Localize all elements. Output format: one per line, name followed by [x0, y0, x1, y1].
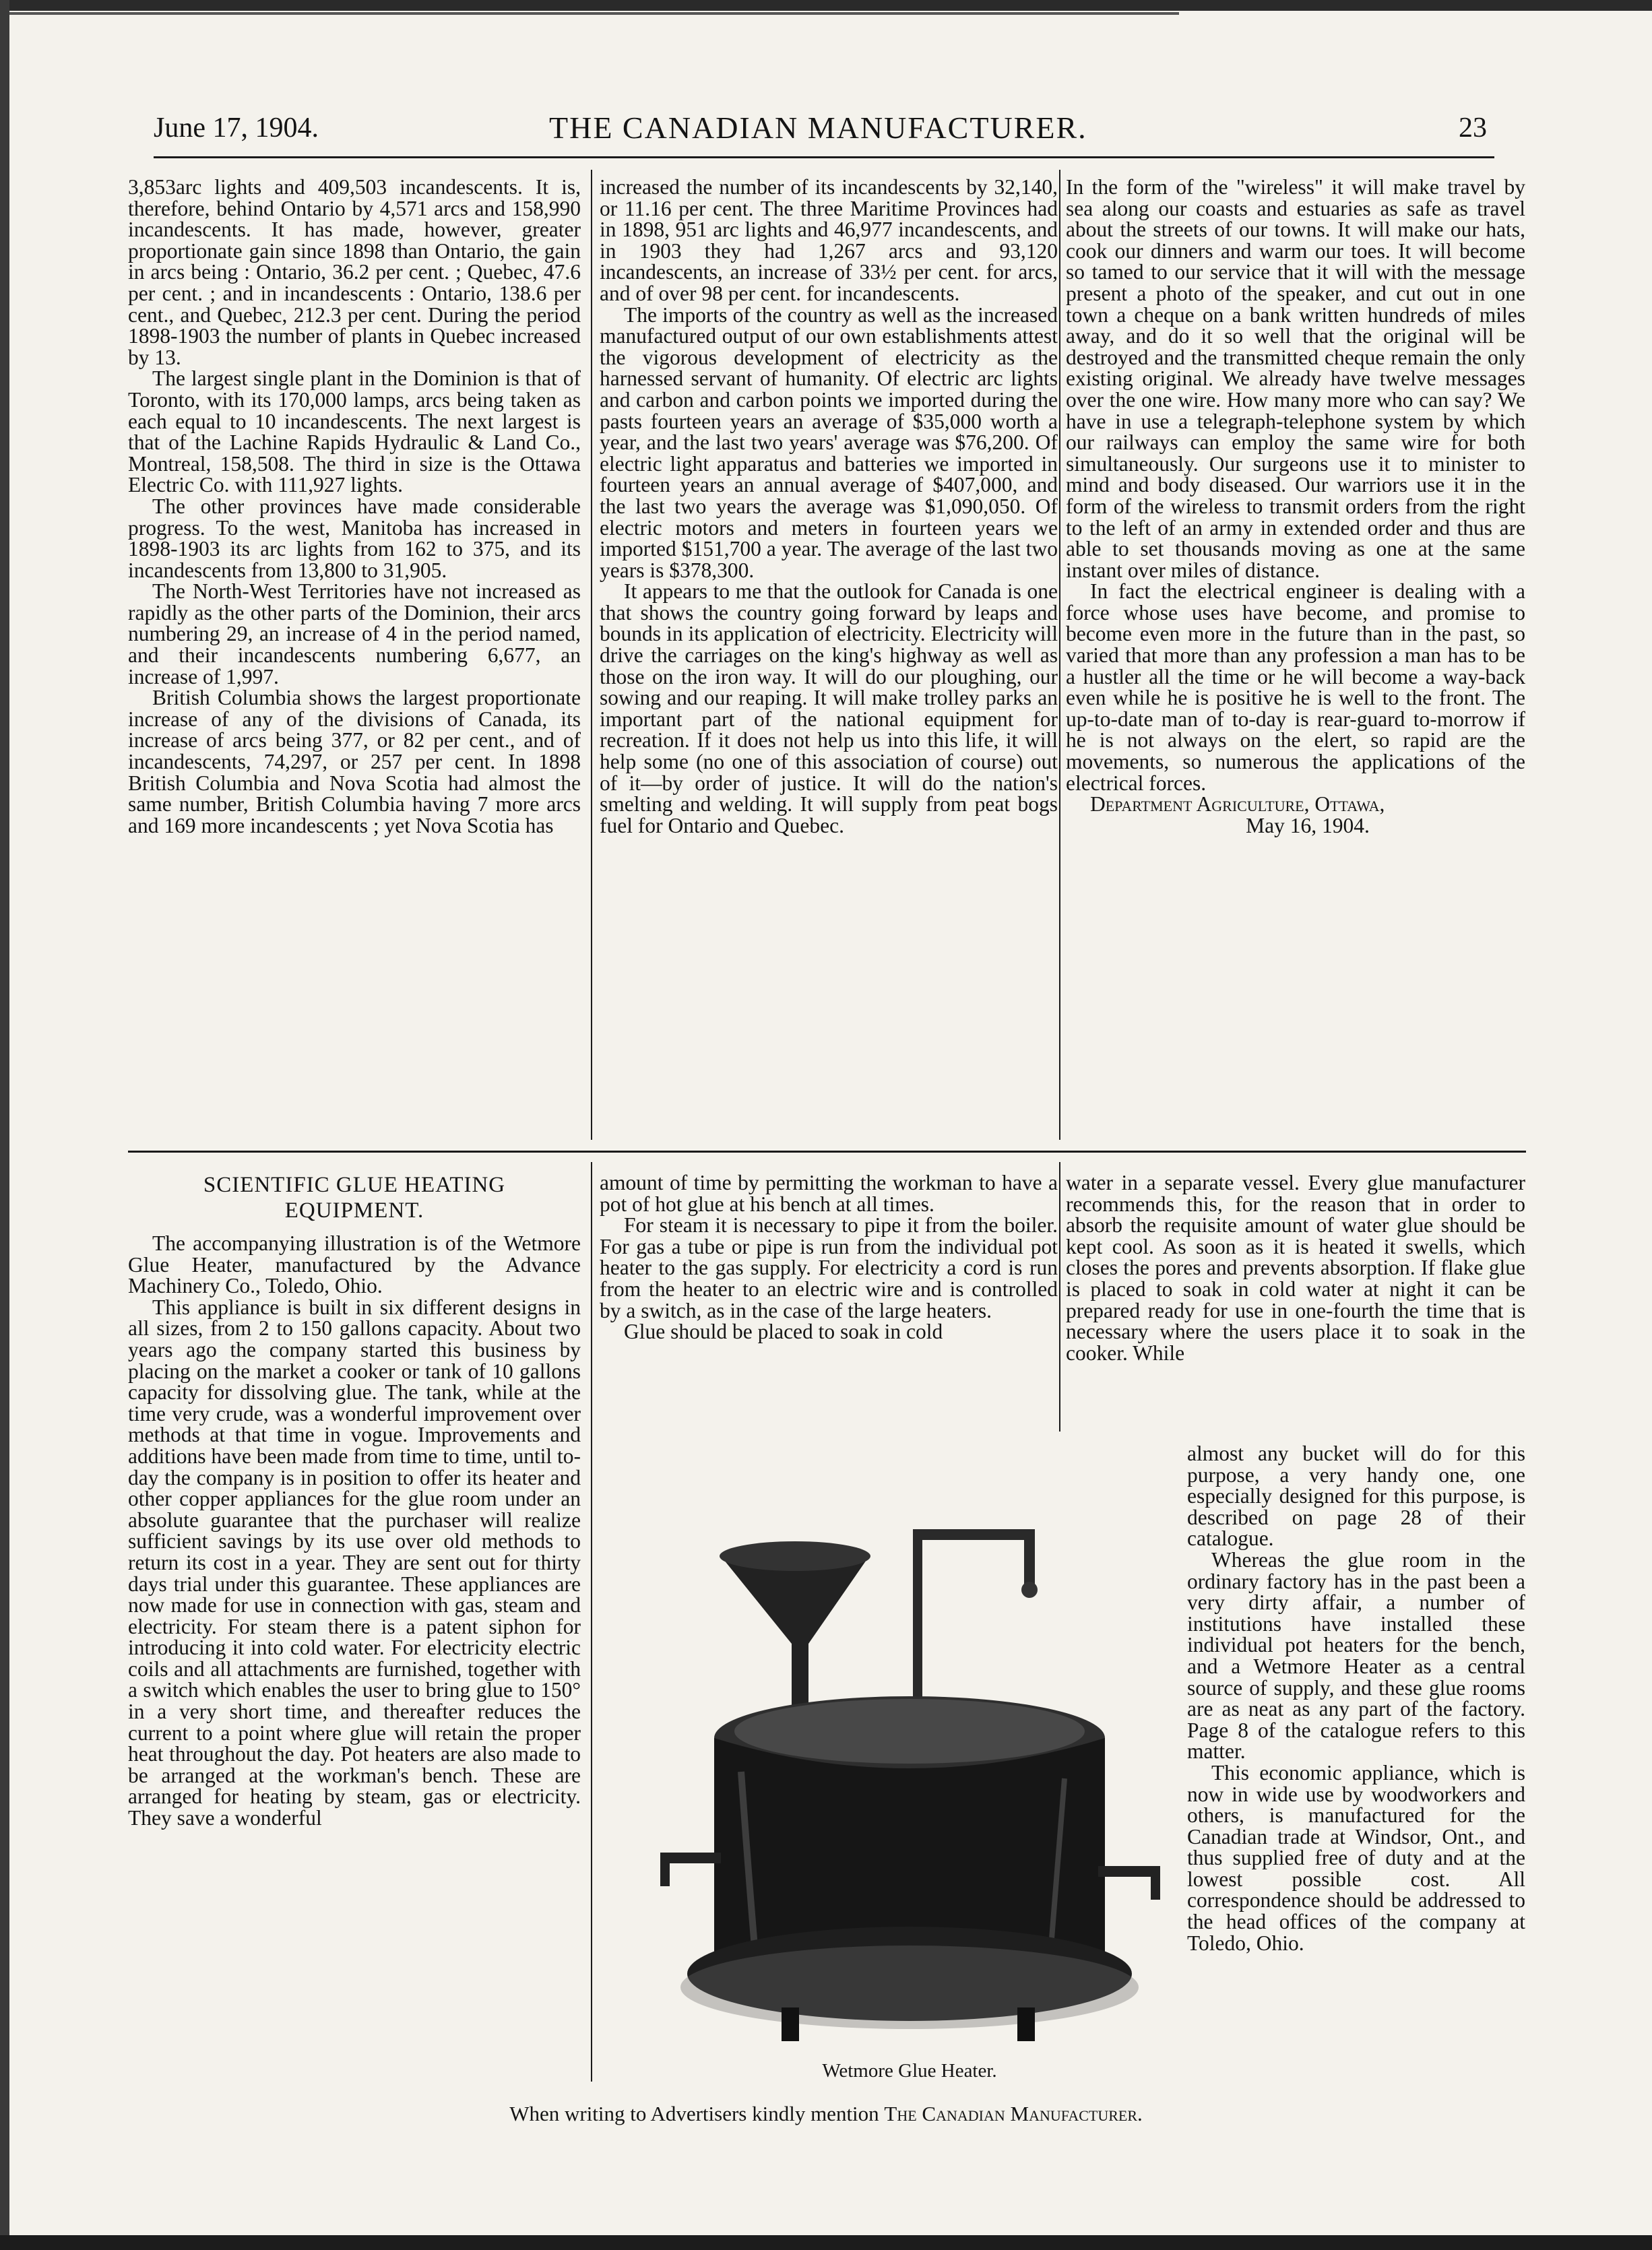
header-rule [154, 156, 1494, 158]
paragraph: This appliance is built in six different designs in all sizes, from 2 to 150 gallons capacity. About two years ago the company started this business by placing on the market a cooker or tank of 10 gallons capacity for dissolving glue. The tank, while at the time very crude, was a wonderful improvement over methods at that time in vogue. Improvements and additions have been made from time to time, until to-day the company is in position to offer its heater and other copper appliances for the glue room under an absolute guarantee that the purchaser will realize sufficient savings by its use over old methods to return its cost in a year. They are sent out for thirty days trial under this guarantee. These appliances are now made for use in connection with gas, steam and electricity. For steam there is a patent siphon for introducing it into cold water. For electricity electric coils and all attachments are furnished, together with a switch which enables the user to bring glue to 150° in a very short time, and thereafter reduces the current to a point where glue will retain the proper heat throughout the day. Pot heaters are also made to be arranged at the workman's bench. These are arranged for heating by steam, gas or electricity. They save a wonderful [128, 1295, 581, 1830]
paragraph: It appears to me that the outlook for Canada is one that shows the country going forward by leaps and bounds in its application of electricity. Electricity will drive the carriages on the king's highway as well as those on the iron way. It will do our ploughing, our sowing and our reaping. It will make trolley parks an important part of the national equipment for recreation. If it does not help us into this life, it will help some (no one of this association of course) out of it—by order of justice. It will do the nation's smelting and welding. It will supply from peat bogs fuel for Ontario and Quebec. [600, 579, 1058, 837]
article-title-line: SCIENTIFIC GLUE HEATING [203, 1173, 506, 1197]
publication-title: THE CANADIAN MANUFACTURER. [549, 110, 1087, 145]
article-title [128, 1172, 581, 1223]
glue-heater-illustration [647, 1516, 1172, 2068]
scan-edge-left [0, 0, 9, 2250]
paragraph: 3,853arc lights and 409,503 incandescents. It is, therefore, behind Ontario by 4,571 arcs and 158,990 incandescents. It has made, however, greater proportionate gain since 1898 than Ontario, the gain in arcs being : Ontario, 36.2 per cent. ; Quebec, 47.6 per cent. ; and in incandescents : Ontario, 138.6 per cent., and Quebec, 212.3 per cent. During the period 1898-1903 the number of plants in Quebec increased by 13. [128, 176, 581, 369]
footer-text: When writing to Advertisers kindly mention [509, 2102, 879, 2125]
author-signature: Department Agriculture, Ottawa, [1090, 792, 1385, 816]
paragraph: The imports of the country as well as the increased manufactured output of our own establishments attest the vigorous development of electricity as the harnessed servant of humanity. Of electric arc lights and carbon and carbon points we imported during the pasts fourteen years an average of $35,000 worth a year, and the last two years' average was $76,200. Of electric light apparatus and batteries we imported in fourteen years an annual average of $407,000, and the last two years the average was $1,090,050. Of electric motors and meters in fourteen years we imported $151,700 a year. The average of the last two years is $378,300. [600, 302, 1058, 582]
upper-column-2 [600, 176, 1058, 1140]
scan-edge-top-inner [0, 12, 1179, 15]
paragraph: increased the number of its incandescents by 32,140, or 11.16 per cent. The three Maritime Provinces had in 1898, 951 arc lights and 46,977 incandescents, and in 1903 they had 1,267 arcs and 93,120 incandescents, an increase of 33½ per cent. for arcs, and of over 98 per cent. for incandescents. [600, 176, 1058, 305]
article-column-2 [600, 1172, 1058, 1415]
paragraph: Whereas the glue room in the ordinary factory has in the past been a very dirty affair, a number of institutions have installed these individual pot heaters for the bench, and a Wetmore Heater as a central source of supply, and these glue rooms are as neat as any part of the factory. Page 8 of the catalogue refers to this matter. [1187, 1547, 1525, 1764]
glue-heater-drawing [660, 1529, 1160, 2041]
paragraph: almost any bucket will do for this purpose, a very handy one, one especially designed for this purpose, is described on page 28 of their catalogue. [1187, 1443, 1525, 1551]
paragraph: The accompanying illustration is of the Wetmore Glue Heater, manufactured by the Advance Machinery Co., Toledo, Ohio. [128, 1231, 581, 1298]
paragraph: Glue should be placed to soak in cold [624, 1320, 943, 1344]
advertiser-footer [0, 2102, 1652, 2126]
article-title-line: EQUIPMENT. [284, 1198, 424, 1223]
upper-column-1 [128, 176, 581, 1140]
upper-column-3 [1066, 176, 1525, 1140]
paragraph: For steam it is necessary to pipe it from the boiler. For gas a tube or pipe is run from the individual pot heater to the gas supply. For electricity a cord is run from the heater to an electric wire and is controlled by a switch, as in the case of the large heaters. [600, 1213, 1058, 1322]
signature-date: May 16, 1904. [1246, 813, 1370, 837]
column-divider [591, 170, 592, 1140]
paragraph: The other provinces have made considerable progress. To the west, Manitoba has increased in 1898-1903 its arc lights from 162 to 375, and its incandescents from 13,800 to 31,905. [128, 494, 581, 582]
column-divider [1059, 1162, 1060, 1432]
article-column-1 [128, 1172, 581, 2085]
section-rule [128, 1151, 1526, 1153]
paragraph: This economic appliance, which is now in wide use by woodworkers and others, is manufactured for the Canadian trade at Windsor, Ont., and thus supplied free of duty and at the lowest possible cost. All correspondence should be addressed to the head offices of the company at Toledo, Ohio. [1187, 1760, 1525, 1955]
paragraph: The North-West Territories have not increased as rapidly as the other parts of the Dominion, their arcs numbering 29, an increase of 4 in the period named, and their incandescents numbering 6,677, an increase of 1,997. [128, 579, 581, 688]
paragraph: amount of time by permitting the workman to have a pot of hot glue at his bench at all times. [600, 1172, 1058, 1216]
figure-caption: Wetmore Glue Heater. [822, 2060, 997, 2082]
article-column-3b [1187, 1443, 1525, 2090]
page-number: 23 [1459, 112, 1487, 143]
column-divider [1059, 170, 1060, 1140]
article-column-3a [1066, 1172, 1525, 1442]
paragraph: In the form of the "wireless" it will make travel by sea along our coasts and estuaries as safe as travel about the streets of our towns. It will make our hats, cook our dinners and warm our toes. It will become so tamed to our service that it will with the message present a photo of the speaker, and cut out in one town a cheque on a bank written hundreds of miles away, and do it so well that the original will be destroyed and the transmitted cheque remain the only existing original. We already have twelve messages over the one wire. How many more who can say? We have in use a telegraph-telephone system by which our railways can employ the same wire for both simultaneously. Our surgeons use it to minister to mind and body diseased. Our warriors use it in the form of the wireless to transmit orders from the right to the left of an army in extended order and thus are able to set thousands moving as one at the same instant over miles of distance. [1066, 176, 1525, 582]
footer-publication: The Canadian Manufacturer. [884, 2102, 1143, 2125]
issue-date: June 17, 1904. [154, 112, 319, 143]
scan-edge-bottom [0, 2235, 1652, 2250]
paragraph: water in a separate vessel. Every glue manufacturer recommends this, for the reason that in order to absorb the requisite amount of water glue should be kept cool. As soon as it is heated it swells, which closes the pores and prevents absorption. If flake glue is placed to soak in cold water at night it can be prepared ready for use in one-fourth the time that is necessary where the users place it to soak in the cooker. While [1066, 1172, 1525, 1365]
paragraph: The largest single plant in the Dominion is that of Toronto, with its 170,000 lamps, arcs being taken as each equal to 10 incandescents. The next largest is that of the Lachine Rapids Hydraulic & Land Co., Montreal, 158,508. The third in size is the Ottawa Electric Co. with 111,927 lights. [128, 366, 581, 497]
paragraph: In fact the electrical engineer is dealing with a force whose uses have become, and promise to become even more in the future than in the past, so varied that more than any profession a man has to be a hustler all the time or he will become a way-back even while he is positive he is well to the front. The up-to-date man of to-day is rear-guard to-morrow if he is not always on the elert, so rapid are the movements, so numerous the applications of the electrical forces. [1066, 579, 1525, 795]
running-header [0, 108, 1652, 148]
scan-edge-top [0, 0, 1652, 11]
paragraph: British Columbia shows the largest proportionate increase of any of the divisions of Canada, its increase of arcs being 377, or 82 per cent., and of incandescents, 74,297, or 257 per cent. In 1898 British Columbia and Nova Scotia had almost the same number, British Columbia having 7 more arcs and 169 more incandescents ; yet Nova Scotia has [128, 686, 581, 837]
column-divider [591, 1162, 592, 2082]
